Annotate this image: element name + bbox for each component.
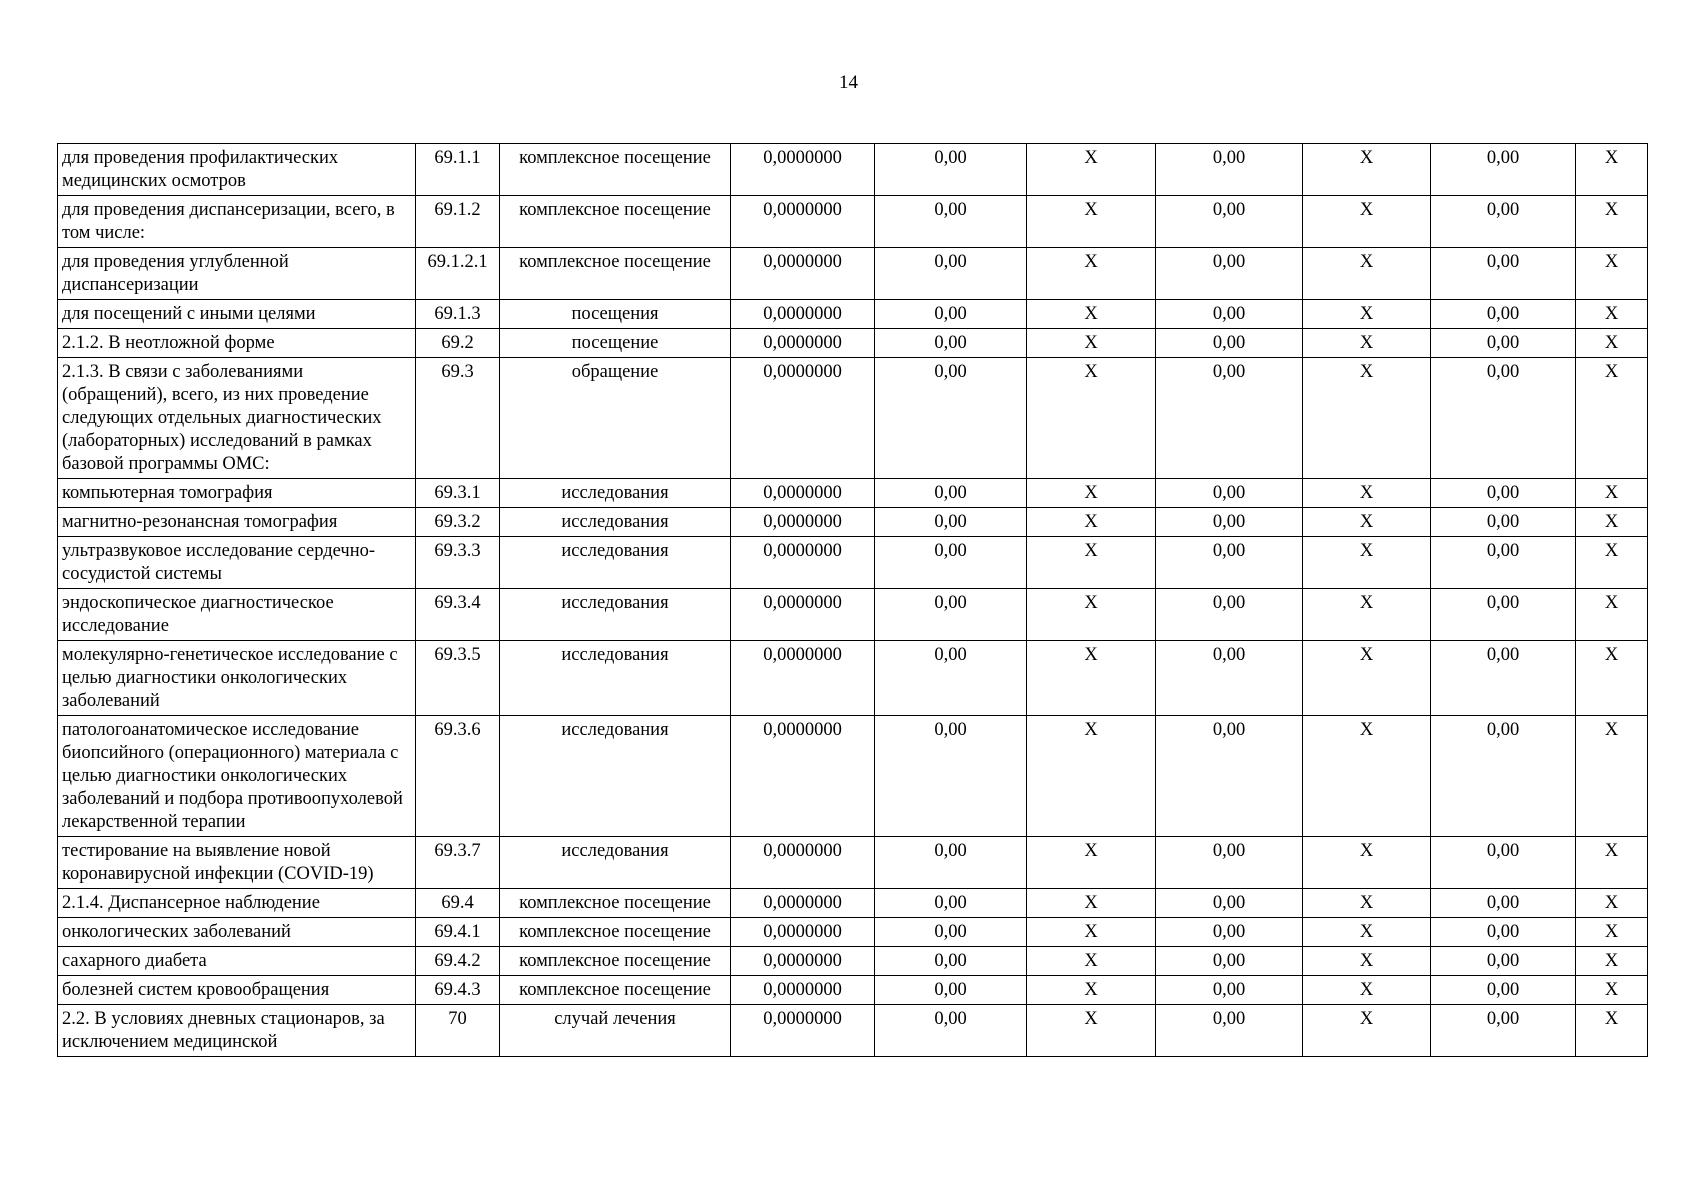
row-value-7-cell: X xyxy=(1576,889,1648,918)
row-code-cell: 69.3.5 xyxy=(416,641,500,716)
row-value-4-cell: 0,00 xyxy=(1156,479,1303,508)
row-value-6-cell: 0,00 xyxy=(1431,889,1576,918)
row-value-3-cell: X xyxy=(1027,837,1156,889)
row-value-1-cell: 0,0000000 xyxy=(731,1005,875,1057)
row-value-1-cell: 0,0000000 xyxy=(731,947,875,976)
row-value-5-cell: X xyxy=(1303,300,1431,329)
row-name-cell: болезней систем кровообращения xyxy=(58,976,416,1005)
row-unit-cell: комплексное посещение xyxy=(500,248,731,300)
row-value-7-cell: X xyxy=(1576,589,1648,641)
row-value-6-cell: 0,00 xyxy=(1431,300,1576,329)
row-value-1-cell: 0,0000000 xyxy=(731,479,875,508)
row-value-4-cell: 0,00 xyxy=(1156,196,1303,248)
row-value-5-cell: X xyxy=(1303,196,1431,248)
row-value-6-cell: 0,00 xyxy=(1431,248,1576,300)
row-value-5-cell: X xyxy=(1303,976,1431,1005)
row-value-7-cell: X xyxy=(1576,947,1648,976)
row-name-cell: ультразвуковое исследование сердечно-сосудистой системы xyxy=(58,537,416,589)
table-row xyxy=(58,479,1648,508)
row-code-cell: 69.1.2 xyxy=(416,196,500,248)
row-value-7-cell: X xyxy=(1576,918,1648,947)
row-value-5-cell: X xyxy=(1303,144,1431,196)
row-value-3-cell: X xyxy=(1027,508,1156,537)
row-value-3-cell: X xyxy=(1027,248,1156,300)
row-value-4-cell: 0,00 xyxy=(1156,947,1303,976)
row-value-6-cell: 0,00 xyxy=(1431,358,1576,479)
table-row xyxy=(58,329,1648,358)
row-value-2-cell: 0,00 xyxy=(875,196,1027,248)
table-row xyxy=(58,947,1648,976)
row-unit-cell: комплексное посещение xyxy=(500,889,731,918)
row-value-4-cell: 0,00 xyxy=(1156,1005,1303,1057)
row-value-3-cell: X xyxy=(1027,641,1156,716)
row-value-1-cell: 0,0000000 xyxy=(731,300,875,329)
row-value-2-cell: 0,00 xyxy=(875,358,1027,479)
row-value-3-cell: X xyxy=(1027,976,1156,1005)
row-name-cell: патологоанатомическое исследование биопсийного (операционного) материала с целью диагностики онкологических заболеваний и подбора противоопухолевой лекарственной терапии xyxy=(58,716,416,837)
row-code-cell: 69.4.3 xyxy=(416,976,500,1005)
row-name-cell: 2.2. В условиях дневных стационаров, за исключением медицинской xyxy=(58,1005,416,1057)
row-value-2-cell: 0,00 xyxy=(875,889,1027,918)
row-value-2-cell: 0,00 xyxy=(875,508,1027,537)
row-value-6-cell: 0,00 xyxy=(1431,947,1576,976)
row-unit-cell: комплексное посещение xyxy=(500,918,731,947)
row-value-7-cell: X xyxy=(1576,508,1648,537)
row-value-1-cell: 0,0000000 xyxy=(731,196,875,248)
table-row xyxy=(58,889,1648,918)
row-value-3-cell: X xyxy=(1027,479,1156,508)
row-value-6-cell: 0,00 xyxy=(1431,716,1576,837)
table-row xyxy=(58,508,1648,537)
row-code-cell: 69.3.4 xyxy=(416,589,500,641)
row-value-3-cell: X xyxy=(1027,300,1156,329)
row-code-cell: 69.2 xyxy=(416,329,500,358)
row-value-3-cell: X xyxy=(1027,196,1156,248)
row-value-6-cell: 0,00 xyxy=(1431,641,1576,716)
table-body xyxy=(58,144,1648,1057)
row-code-cell: 69.3.1 xyxy=(416,479,500,508)
row-value-6-cell: 0,00 xyxy=(1431,329,1576,358)
table-row xyxy=(58,1005,1648,1057)
row-value-1-cell: 0,0000000 xyxy=(731,889,875,918)
data-table xyxy=(57,143,1648,1057)
row-value-6-cell: 0,00 xyxy=(1431,508,1576,537)
row-name-cell: 2.1.3. В связи с заболеваниями (обращений), всего, из них проведение следующих отдельных диагностических (лабораторных) исследований в рамках базовой программы ОМС: xyxy=(58,358,416,479)
row-unit-cell: обращение xyxy=(500,358,731,479)
row-unit-cell: комплексное посещение xyxy=(500,947,731,976)
row-name-cell: эндоскопическое диагностическое исследование xyxy=(58,589,416,641)
row-value-5-cell: X xyxy=(1303,248,1431,300)
row-value-2-cell: 0,00 xyxy=(875,248,1027,300)
row-code-cell: 69.3.3 xyxy=(416,537,500,589)
row-value-7-cell: X xyxy=(1576,144,1648,196)
table-row xyxy=(58,144,1648,196)
row-value-3-cell: X xyxy=(1027,144,1156,196)
row-value-6-cell: 0,00 xyxy=(1431,196,1576,248)
row-value-6-cell: 0,00 xyxy=(1431,537,1576,589)
row-unit-cell: исследования xyxy=(500,508,731,537)
row-value-7-cell: X xyxy=(1576,837,1648,889)
row-value-3-cell: X xyxy=(1027,537,1156,589)
row-name-cell: сахарного диабета xyxy=(58,947,416,976)
row-value-1-cell: 0,0000000 xyxy=(731,537,875,589)
row-value-2-cell: 0,00 xyxy=(875,329,1027,358)
row-unit-cell: посещение xyxy=(500,329,731,358)
table-row xyxy=(58,537,1648,589)
row-code-cell: 69.3.6 xyxy=(416,716,500,837)
row-value-1-cell: 0,0000000 xyxy=(731,716,875,837)
row-value-4-cell: 0,00 xyxy=(1156,248,1303,300)
row-value-2-cell: 0,00 xyxy=(875,1005,1027,1057)
row-name-cell: магнитно-резонансная томография xyxy=(58,508,416,537)
row-unit-cell: комплексное посещение xyxy=(500,976,731,1005)
row-value-4-cell: 0,00 xyxy=(1156,300,1303,329)
row-value-2-cell: 0,00 xyxy=(875,300,1027,329)
row-value-1-cell: 0,0000000 xyxy=(731,329,875,358)
row-unit-cell: исследования xyxy=(500,837,731,889)
row-value-3-cell: X xyxy=(1027,947,1156,976)
row-value-2-cell: 0,00 xyxy=(875,641,1027,716)
row-name-cell: 2.1.4. Диспансерное наблюдение xyxy=(58,889,416,918)
row-name-cell: для проведения углубленной диспансеризации xyxy=(58,248,416,300)
row-value-4-cell: 0,00 xyxy=(1156,889,1303,918)
row-value-6-cell: 0,00 xyxy=(1431,479,1576,508)
row-value-1-cell: 0,0000000 xyxy=(731,837,875,889)
row-value-4-cell: 0,00 xyxy=(1156,358,1303,479)
row-value-6-cell: 0,00 xyxy=(1431,837,1576,889)
row-value-3-cell: X xyxy=(1027,918,1156,947)
row-value-5-cell: X xyxy=(1303,716,1431,837)
row-value-7-cell: X xyxy=(1576,479,1648,508)
row-value-2-cell: 0,00 xyxy=(875,589,1027,641)
table-row xyxy=(58,918,1648,947)
row-value-4-cell: 0,00 xyxy=(1156,716,1303,837)
row-value-1-cell: 0,0000000 xyxy=(731,248,875,300)
row-value-1-cell: 0,0000000 xyxy=(731,508,875,537)
table-row xyxy=(58,641,1648,716)
row-value-5-cell: X xyxy=(1303,589,1431,641)
row-value-1-cell: 0,0000000 xyxy=(731,358,875,479)
row-value-7-cell: X xyxy=(1576,196,1648,248)
row-value-7-cell: X xyxy=(1576,300,1648,329)
row-value-4-cell: 0,00 xyxy=(1156,976,1303,1005)
row-code-cell: 69.4.1 xyxy=(416,918,500,947)
row-value-4-cell: 0,00 xyxy=(1156,641,1303,716)
row-value-2-cell: 0,00 xyxy=(875,837,1027,889)
table-row xyxy=(58,837,1648,889)
row-value-5-cell: X xyxy=(1303,1005,1431,1057)
row-unit-cell: комплексное посещение xyxy=(500,196,731,248)
table-row xyxy=(58,589,1648,641)
row-code-cell: 70 xyxy=(416,1005,500,1057)
row-code-cell: 69.4.2 xyxy=(416,947,500,976)
row-name-cell: компьютерная томография xyxy=(58,479,416,508)
row-value-1-cell: 0,0000000 xyxy=(731,641,875,716)
row-name-cell: для посещений с иными целями xyxy=(58,300,416,329)
row-unit-cell: исследования xyxy=(500,589,731,641)
row-value-4-cell: 0,00 xyxy=(1156,918,1303,947)
row-value-3-cell: X xyxy=(1027,358,1156,479)
row-code-cell: 69.4 xyxy=(416,889,500,918)
row-code-cell: 69.1.1 xyxy=(416,144,500,196)
row-code-cell: 69.3.7 xyxy=(416,837,500,889)
row-value-5-cell: X xyxy=(1303,641,1431,716)
table-row xyxy=(58,976,1648,1005)
row-value-7-cell: X xyxy=(1576,537,1648,589)
row-value-4-cell: 0,00 xyxy=(1156,329,1303,358)
row-value-2-cell: 0,00 xyxy=(875,976,1027,1005)
table-row xyxy=(58,196,1648,248)
row-code-cell: 69.1.3 xyxy=(416,300,500,329)
row-value-2-cell: 0,00 xyxy=(875,716,1027,837)
row-value-4-cell: 0,00 xyxy=(1156,508,1303,537)
row-value-7-cell: X xyxy=(1576,641,1648,716)
row-value-5-cell: X xyxy=(1303,537,1431,589)
row-value-4-cell: 0,00 xyxy=(1156,837,1303,889)
row-value-5-cell: X xyxy=(1303,918,1431,947)
row-value-2-cell: 0,00 xyxy=(875,947,1027,976)
row-code-cell: 69.3 xyxy=(416,358,500,479)
row-value-1-cell: 0,0000000 xyxy=(731,144,875,196)
row-unit-cell: посещения xyxy=(500,300,731,329)
row-value-4-cell: 0,00 xyxy=(1156,589,1303,641)
row-unit-cell: случай лечения xyxy=(500,1005,731,1057)
row-unit-cell: исследования xyxy=(500,537,731,589)
row-value-6-cell: 0,00 xyxy=(1431,589,1576,641)
row-value-3-cell: X xyxy=(1027,889,1156,918)
row-value-7-cell: X xyxy=(1576,248,1648,300)
row-value-3-cell: X xyxy=(1027,589,1156,641)
row-value-2-cell: 0,00 xyxy=(875,918,1027,947)
row-value-3-cell: X xyxy=(1027,1005,1156,1057)
row-value-7-cell: X xyxy=(1576,329,1648,358)
table-row xyxy=(58,300,1648,329)
row-value-5-cell: X xyxy=(1303,837,1431,889)
row-value-3-cell: X xyxy=(1027,716,1156,837)
row-value-6-cell: 0,00 xyxy=(1431,144,1576,196)
row-value-4-cell: 0,00 xyxy=(1156,537,1303,589)
row-value-5-cell: X xyxy=(1303,889,1431,918)
row-unit-cell: исследования xyxy=(500,641,731,716)
row-value-5-cell: X xyxy=(1303,947,1431,976)
table-row xyxy=(58,358,1648,479)
row-value-1-cell: 0,0000000 xyxy=(731,918,875,947)
row-code-cell: 69.3.2 xyxy=(416,508,500,537)
row-value-2-cell: 0,00 xyxy=(875,479,1027,508)
row-name-cell: для проведения профилактических медицинских осмотров xyxy=(58,144,416,196)
row-value-6-cell: 0,00 xyxy=(1431,1005,1576,1057)
row-value-1-cell: 0,0000000 xyxy=(731,976,875,1005)
row-value-5-cell: X xyxy=(1303,329,1431,358)
row-name-cell: тестирование на выявление новой коронавирусной инфекции (COVID-19) xyxy=(58,837,416,889)
table-row xyxy=(58,716,1648,837)
row-value-3-cell: X xyxy=(1027,329,1156,358)
row-name-cell: онкологических заболеваний xyxy=(58,918,416,947)
row-name-cell: 2.1.2. В неотложной форме xyxy=(58,329,416,358)
row-value-7-cell: X xyxy=(1576,358,1648,479)
row-value-1-cell: 0,0000000 xyxy=(731,589,875,641)
row-code-cell: 69.1.2.1 xyxy=(416,248,500,300)
row-value-6-cell: 0,00 xyxy=(1431,918,1576,947)
row-unit-cell: исследования xyxy=(500,479,731,508)
row-value-2-cell: 0,00 xyxy=(875,537,1027,589)
row-value-2-cell: 0,00 xyxy=(875,144,1027,196)
row-value-7-cell: X xyxy=(1576,1005,1648,1057)
row-value-4-cell: 0,00 xyxy=(1156,144,1303,196)
row-value-6-cell: 0,00 xyxy=(1431,976,1576,1005)
row-value-5-cell: X xyxy=(1303,358,1431,479)
row-value-5-cell: X xyxy=(1303,508,1431,537)
table-row xyxy=(58,248,1648,300)
page-number: 14 xyxy=(839,72,858,93)
row-unit-cell: исследования xyxy=(500,716,731,837)
row-value-5-cell: X xyxy=(1303,479,1431,508)
row-value-7-cell: X xyxy=(1576,716,1648,837)
row-name-cell: для проведения диспансеризации, всего, в том числе: xyxy=(58,196,416,248)
row-name-cell: молекулярно-генетическое исследование с целью диагностики онкологических заболеваний xyxy=(58,641,416,716)
row-value-7-cell: X xyxy=(1576,976,1648,1005)
row-unit-cell: комплексное посещение xyxy=(500,144,731,196)
